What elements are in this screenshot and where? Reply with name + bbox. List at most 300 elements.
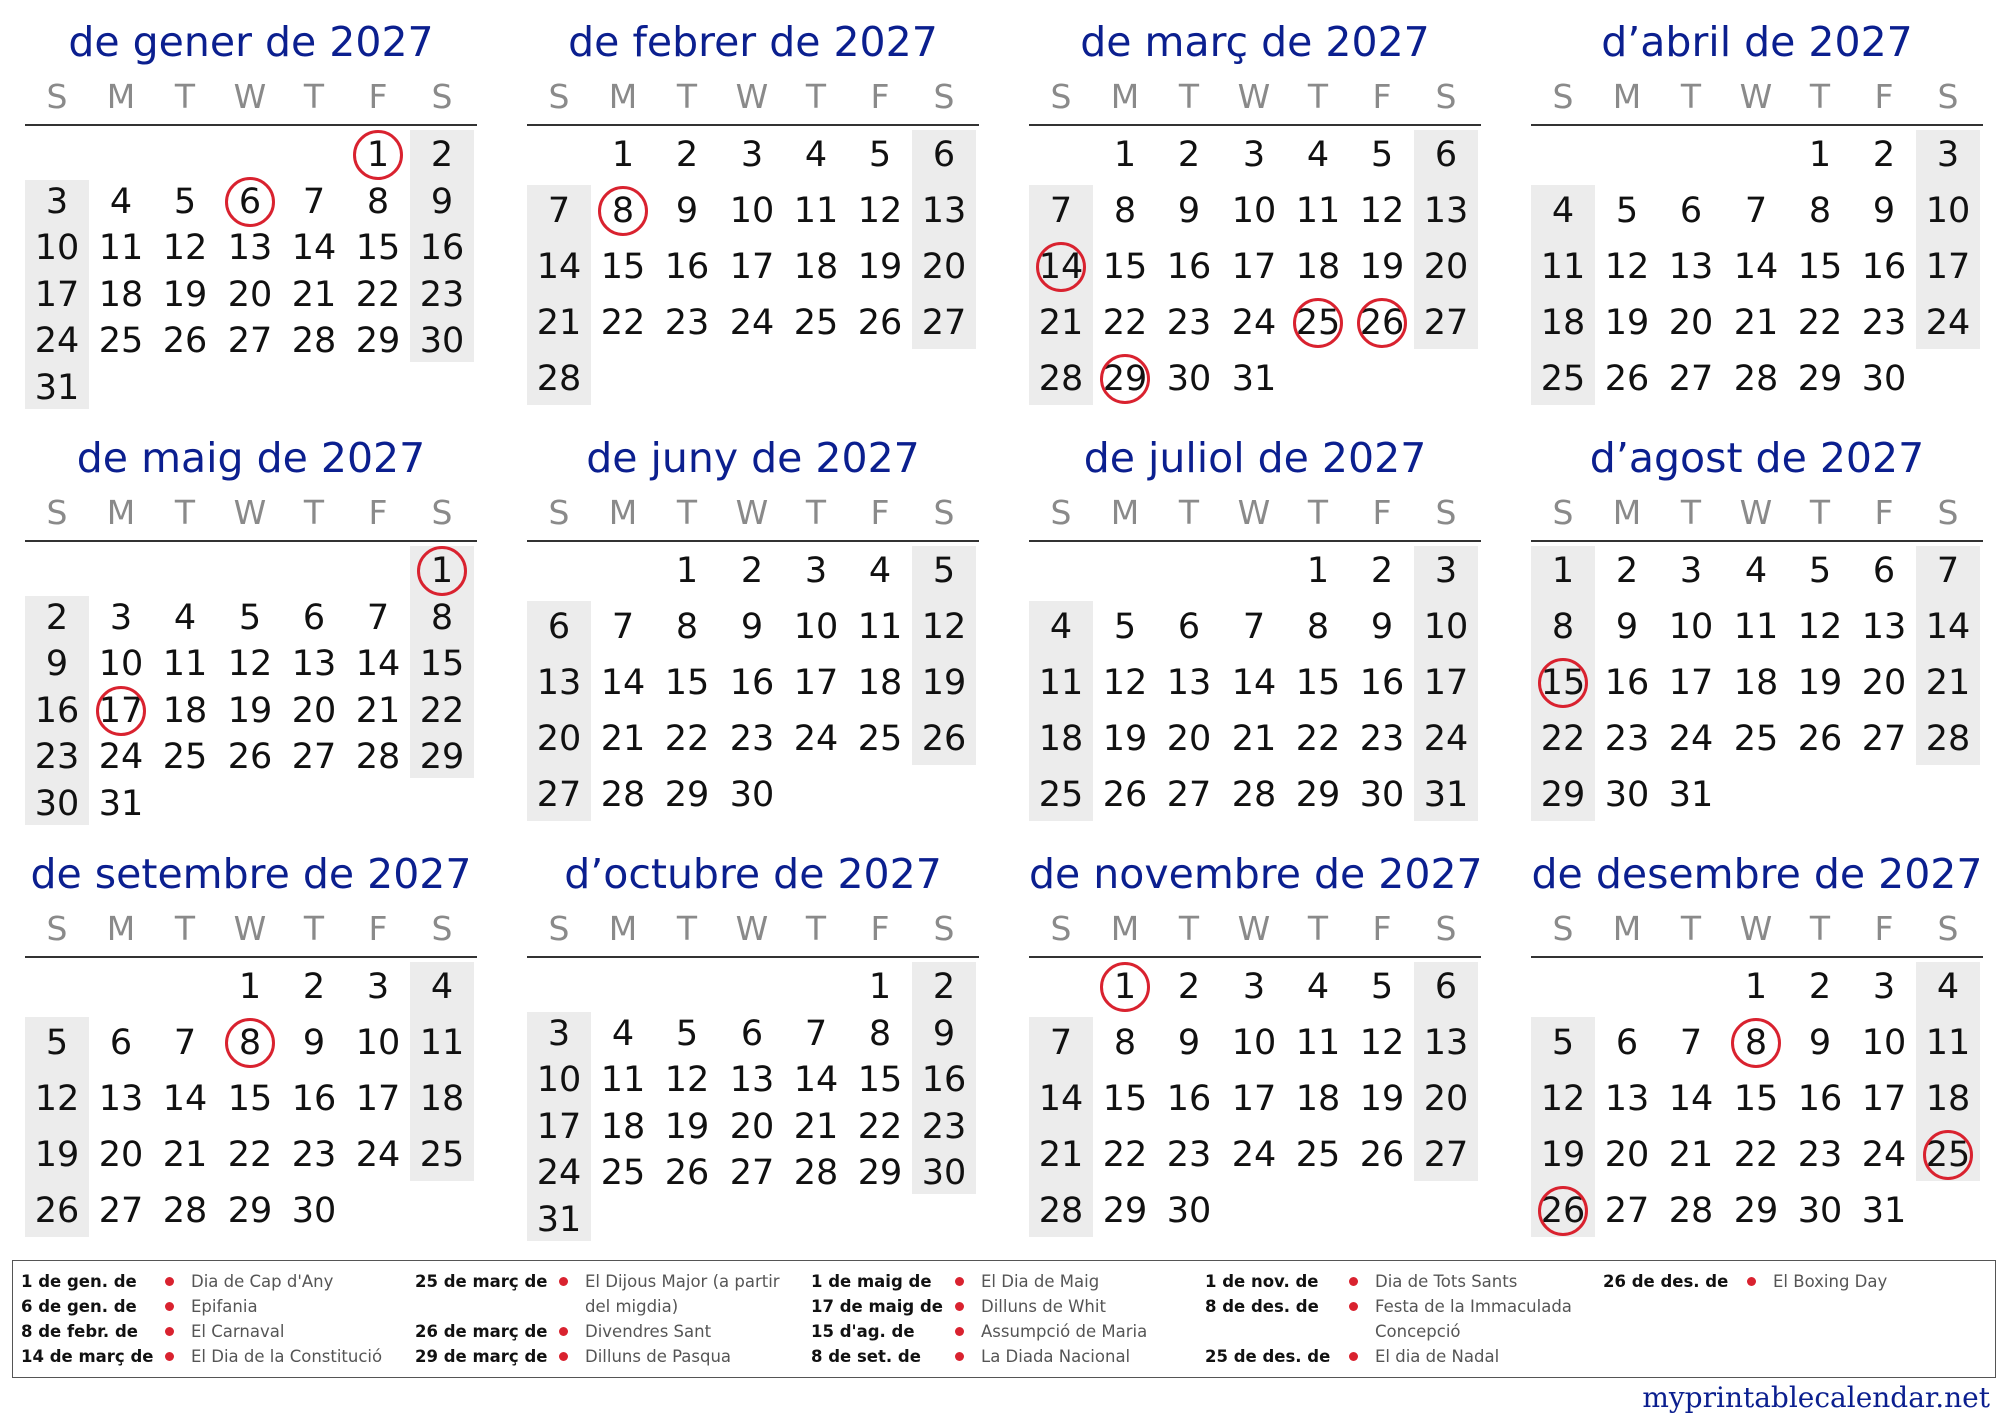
day-cell[interactable]: 22 — [600, 303, 646, 343]
day-cell[interactable]: 18 — [162, 690, 208, 731]
day-cell[interactable]: 23 — [729, 719, 775, 759]
day-cell[interactable]: 26 — [1797, 719, 1843, 759]
day-cell[interactable]: 19 — [921, 663, 967, 703]
day-cell[interactable]: 29 — [1102, 359, 1148, 399]
day-cell[interactable]: 28 — [1038, 359, 1084, 399]
day-cell[interactable]: 9 — [1177, 191, 1201, 231]
day-cell[interactable]: 12 — [34, 1079, 80, 1119]
day-cell[interactable]: 11 — [1925, 1023, 1971, 1063]
day-cell[interactable]: 20 — [536, 719, 582, 759]
day-cell[interactable]: 23 — [1166, 1135, 1212, 1175]
day-cell[interactable]: 10 — [34, 228, 80, 268]
day-cell[interactable]: 19 — [162, 274, 208, 315]
day-cell[interactable]: 3 — [1242, 967, 1266, 1007]
day-cell[interactable]: 13 — [1423, 191, 1469, 231]
day-cell[interactable]: 20 — [1604, 1135, 1650, 1175]
day-cell[interactable]: 26 — [664, 1153, 710, 1193]
day-cell[interactable]: 11 — [1295, 1023, 1341, 1063]
day-cell[interactable]: 7 — [1049, 191, 1073, 231]
day-cell[interactable]: 16 — [1604, 663, 1650, 703]
day-cell[interactable]: 14 — [1038, 1079, 1084, 1119]
day-cell[interactable]: 24 — [1231, 303, 1277, 343]
day-cell[interactable]: 7 — [611, 607, 635, 647]
day-cell[interactable]: 31 — [1861, 1191, 1907, 1231]
day-cell[interactable]: 10 — [536, 1060, 582, 1100]
day-cell[interactable]: 18 — [1733, 663, 1779, 703]
day-cell[interactable]: 27 — [1604, 1191, 1650, 1231]
day-cell[interactable]: 6 — [1434, 967, 1458, 1007]
day-cell[interactable]: 3 — [804, 551, 828, 591]
day-cell[interactable]: 12 — [1359, 1023, 1405, 1063]
day-cell[interactable]: 8 — [1744, 1023, 1768, 1063]
day-cell[interactable]: 15 — [664, 663, 710, 703]
day-cell[interactable]: 21 — [1733, 303, 1779, 343]
day-cell[interactable]: 12 — [921, 607, 967, 647]
day-cell[interactable]: 23 — [1604, 719, 1650, 759]
day-cell[interactable]: 28 — [1231, 775, 1277, 815]
day-cell[interactable]: 10 — [1231, 191, 1277, 231]
day-cell[interactable]: 17 — [1668, 663, 1714, 703]
day-cell[interactable]: 16 — [1166, 247, 1212, 287]
day-cell[interactable]: 31 — [536, 1199, 582, 1240]
day-cell[interactable]: 19 — [664, 1106, 710, 1147]
day-cell[interactable]: 28 — [291, 321, 337, 361]
day-cell[interactable]: 20 — [1423, 1079, 1469, 1119]
day-cell[interactable]: 21 — [1231, 719, 1277, 759]
day-cell[interactable]: 14 — [793, 1060, 839, 1100]
day-cell[interactable]: 3 — [366, 967, 390, 1007]
day-cell[interactable]: 20 — [1423, 247, 1469, 287]
day-cell[interactable]: 3 — [1679, 551, 1703, 591]
day-cell[interactable]: 26 — [857, 303, 903, 343]
site-name[interactable]: myprintablecalendar.net — [1642, 1381, 1990, 1414]
day-cell[interactable]: 18 — [793, 247, 839, 287]
day-cell[interactable]: 24 — [1668, 719, 1714, 759]
day-cell[interactable]: 8 — [366, 181, 390, 222]
day-cell[interactable]: 2 — [932, 967, 956, 1007]
day-cell[interactable]: 2 — [45, 597, 69, 638]
day-cell[interactable]: 11 — [1733, 607, 1779, 647]
day-cell[interactable]: 12 — [227, 644, 273, 684]
day-cell[interactable]: 22 — [857, 1106, 903, 1147]
day-cell[interactable]: 30 — [1604, 775, 1650, 815]
day-cell[interactable]: 11 — [98, 228, 144, 268]
day-cell[interactable]: 15 — [1540, 663, 1586, 703]
day-cell[interactable]: 24 — [34, 321, 80, 361]
day-cell[interactable]: 20 — [729, 1106, 775, 1147]
day-cell[interactable]: 22 — [355, 274, 401, 315]
day-cell[interactable]: 1 — [1306, 551, 1330, 591]
day-cell[interactable]: 31 — [98, 783, 144, 824]
day-cell[interactable]: 2 — [1370, 551, 1394, 591]
day-cell[interactable]: 11 — [600, 1060, 646, 1100]
day-cell[interactable]: 31 — [34, 367, 80, 408]
day-cell[interactable]: 10 — [1423, 607, 1469, 647]
day-cell[interactable]: 20 — [98, 1135, 144, 1175]
day-cell[interactable]: 21 — [793, 1106, 839, 1147]
day-cell[interactable]: 10 — [1668, 607, 1714, 647]
day-cell[interactable]: 9 — [1808, 1023, 1832, 1063]
day-cell[interactable]: 5 — [1370, 135, 1394, 175]
day-cell[interactable]: 23 — [664, 303, 710, 343]
day-cell[interactable]: 25 — [1295, 1135, 1341, 1175]
day-cell[interactable]: 22 — [1102, 303, 1148, 343]
day-cell[interactable]: 2 — [1177, 967, 1201, 1007]
day-cell[interactable]: 4 — [804, 135, 828, 175]
day-cell[interactable]: 2 — [1808, 967, 1832, 1007]
day-cell[interactable]: 12 — [1359, 191, 1405, 231]
day-cell[interactable]: 11 — [1295, 191, 1341, 231]
day-cell[interactable]: 1 — [366, 135, 390, 175]
day-cell[interactable]: 5 — [932, 551, 956, 591]
day-cell[interactable]: 16 — [291, 1079, 337, 1119]
day-cell[interactable]: 8 — [1113, 1023, 1137, 1063]
day-cell[interactable]: 26 — [1359, 303, 1405, 343]
day-cell[interactable]: 12 — [857, 191, 903, 231]
day-cell[interactable]: 22 — [1797, 303, 1843, 343]
day-cell[interactable]: 3 — [1434, 551, 1458, 591]
day-cell[interactable]: 25 — [793, 303, 839, 343]
day-cell[interactable]: 30 — [1166, 1191, 1212, 1231]
day-cell[interactable]: 10 — [1861, 1023, 1907, 1063]
day-cell[interactable]: 15 — [1102, 1079, 1148, 1119]
day-cell[interactable]: 23 — [921, 1106, 967, 1147]
day-cell[interactable]: 4 — [1936, 967, 1960, 1007]
day-cell[interactable]: 26 — [1359, 1135, 1405, 1175]
day-cell[interactable]: 26 — [921, 719, 967, 759]
day-cell[interactable]: 19 — [1540, 1135, 1586, 1175]
day-cell[interactable]: 13 — [729, 1060, 775, 1100]
day-cell[interactable]: 1 — [1808, 135, 1832, 175]
day-cell[interactable]: 27 — [921, 303, 967, 343]
day-cell[interactable]: 10 — [793, 607, 839, 647]
day-cell[interactable]: 14 — [536, 247, 582, 287]
day-cell[interactable]: 16 — [419, 228, 465, 268]
day-cell[interactable]: 15 — [1733, 1079, 1779, 1119]
day-cell[interactable]: 20 — [1861, 663, 1907, 703]
day-cell[interactable]: 24 — [729, 303, 775, 343]
day-cell[interactable]: 1 — [675, 551, 699, 591]
day-cell[interactable]: 15 — [419, 644, 465, 684]
day-cell[interactable]: 7 — [1679, 1023, 1703, 1063]
day-cell[interactable]: 13 — [227, 228, 273, 268]
day-cell[interactable]: 1 — [1113, 135, 1137, 175]
day-cell[interactable]: 9 — [1615, 607, 1639, 647]
day-cell[interactable]: 3 — [740, 135, 764, 175]
day-cell[interactable]: 15 — [857, 1060, 903, 1100]
day-cell[interactable]: 17 — [1231, 1079, 1277, 1119]
day-cell[interactable]: 1 — [1744, 967, 1768, 1007]
day-cell[interactable]: 9 — [740, 607, 764, 647]
day-cell[interactable]: 22 — [1102, 1135, 1148, 1175]
day-cell[interactable]: 3 — [547, 1013, 571, 1054]
day-cell[interactable]: 16 — [1166, 1079, 1212, 1119]
day-cell[interactable]: 8 — [675, 607, 699, 647]
day-cell[interactable]: 5 — [1615, 191, 1639, 231]
day-cell[interactable]: 24 — [355, 1135, 401, 1175]
day-cell[interactable]: 26 — [162, 321, 208, 361]
day-cell[interactable]: 13 — [921, 191, 967, 231]
day-cell[interactable]: 18 — [1925, 1079, 1971, 1119]
day-cell[interactable]: 26 — [1604, 359, 1650, 399]
day-cell[interactable]: 18 — [98, 274, 144, 315]
day-cell[interactable]: 14 — [162, 1079, 208, 1119]
day-cell[interactable]: 23 — [1359, 719, 1405, 759]
day-cell[interactable]: 9 — [1370, 607, 1394, 647]
day-cell[interactable]: 5 — [1370, 967, 1394, 1007]
day-cell[interactable]: 4 — [1049, 607, 1073, 647]
day-cell[interactable]: 4 — [173, 597, 197, 638]
day-cell[interactable]: 21 — [1668, 1135, 1714, 1175]
day-cell[interactable]: 5 — [1808, 551, 1832, 591]
day-cell[interactable]: 7 — [804, 1013, 828, 1054]
day-cell[interactable]: 27 — [291, 737, 337, 777]
day-cell[interactable]: 13 — [1423, 1023, 1469, 1063]
day-cell[interactable]: 6 — [740, 1013, 764, 1054]
day-cell[interactable]: 3 — [45, 181, 69, 222]
day-cell[interactable]: 27 — [1861, 719, 1907, 759]
day-cell[interactable]: 10 — [1925, 191, 1971, 231]
day-cell[interactable]: 4 — [430, 967, 454, 1007]
day-cell[interactable]: 26 — [1102, 775, 1148, 815]
day-cell[interactable]: 17 — [34, 274, 80, 315]
day-cell[interactable]: 7 — [547, 191, 571, 231]
day-cell[interactable]: 14 — [1733, 247, 1779, 287]
day-cell[interactable]: 13 — [1668, 247, 1714, 287]
day-cell[interactable]: 29 — [1733, 1191, 1779, 1231]
day-cell[interactable]: 21 — [1038, 303, 1084, 343]
day-cell[interactable]: 24 — [98, 737, 144, 777]
day-cell[interactable]: 3 — [1936, 135, 1960, 175]
day-cell[interactable]: 28 — [162, 1191, 208, 1231]
day-cell[interactable]: 17 — [1925, 247, 1971, 287]
day-cell[interactable]: 21 — [162, 1135, 208, 1175]
day-cell[interactable]: 10 — [355, 1023, 401, 1063]
day-cell[interactable]: 10 — [729, 191, 775, 231]
day-cell[interactable]: 29 — [1102, 1191, 1148, 1231]
day-cell[interactable]: 3 — [109, 597, 133, 638]
day-cell[interactable]: 2 — [302, 967, 326, 1007]
day-cell[interactable]: 6 — [238, 181, 262, 222]
day-cell[interactable]: 12 — [1540, 1079, 1586, 1119]
day-cell[interactable]: 28 — [355, 737, 401, 777]
day-cell[interactable]: 21 — [536, 303, 582, 343]
day-cell[interactable]: 30 — [1861, 359, 1907, 399]
day-cell[interactable]: 22 — [664, 719, 710, 759]
day-cell[interactable]: 25 — [1540, 359, 1586, 399]
day-cell[interactable]: 27 — [98, 1191, 144, 1231]
day-cell[interactable]: 1 — [1551, 551, 1575, 591]
day-cell[interactable]: 20 — [227, 274, 273, 315]
day-cell[interactable]: 21 — [600, 719, 646, 759]
day-cell[interactable]: 9 — [430, 181, 454, 222]
day-cell[interactable]: 30 — [1166, 359, 1212, 399]
day-cell[interactable]: 4 — [868, 551, 892, 591]
day-cell[interactable]: 24 — [1861, 1135, 1907, 1175]
day-cell[interactable]: 23 — [419, 274, 465, 315]
day-cell[interactable]: 18 — [857, 663, 903, 703]
day-cell[interactable]: 11 — [419, 1023, 465, 1063]
day-cell[interactable]: 5 — [238, 597, 262, 638]
day-cell[interactable]: 5 — [868, 135, 892, 175]
day-cell[interactable]: 28 — [1733, 359, 1779, 399]
day-cell[interactable]: 22 — [227, 1135, 273, 1175]
day-cell[interactable]: 13 — [1861, 607, 1907, 647]
day-cell[interactable]: 1 — [611, 135, 635, 175]
day-cell[interactable]: 13 — [1166, 663, 1212, 703]
day-cell[interactable]: 8 — [1306, 607, 1330, 647]
day-cell[interactable]: 9 — [675, 191, 699, 231]
day-cell[interactable]: 18 — [1295, 247, 1341, 287]
day-cell[interactable]: 9 — [932, 1013, 956, 1054]
day-cell[interactable]: 15 — [1295, 663, 1341, 703]
day-cell[interactable]: 19 — [1102, 719, 1148, 759]
day-cell[interactable]: 19 — [34, 1135, 80, 1175]
day-cell[interactable]: 29 — [1295, 775, 1341, 815]
day-cell[interactable]: 11 — [857, 607, 903, 647]
day-cell[interactable]: 25 — [1295, 303, 1341, 343]
day-cell[interactable]: 14 — [1038, 247, 1084, 287]
day-cell[interactable]: 16 — [921, 1060, 967, 1100]
day-cell[interactable]: 14 — [1231, 663, 1277, 703]
day-cell[interactable]: 21 — [291, 274, 337, 315]
day-cell[interactable]: 12 — [1102, 663, 1148, 703]
day-cell[interactable]: 21 — [1038, 1135, 1084, 1175]
day-cell[interactable]: 11 — [793, 191, 839, 231]
day-cell[interactable]: 3 — [1242, 135, 1266, 175]
day-cell[interactable]: 3 — [1872, 967, 1896, 1007]
day-cell[interactable]: 8 — [1551, 607, 1575, 647]
day-cell[interactable]: 11 — [1038, 663, 1084, 703]
day-cell[interactable]: 8 — [611, 191, 635, 231]
day-cell[interactable]: 19 — [227, 690, 273, 731]
day-cell[interactable]: 27 — [1668, 359, 1714, 399]
day-cell[interactable]: 6 — [302, 597, 326, 638]
day-cell[interactable]: 6 — [1177, 607, 1201, 647]
day-cell[interactable]: 27 — [1423, 303, 1469, 343]
day-cell[interactable]: 24 — [1925, 303, 1971, 343]
day-cell[interactable]: 29 — [355, 321, 401, 361]
day-cell[interactable]: 13 — [98, 1079, 144, 1119]
day-cell[interactable]: 7 — [1936, 551, 1960, 591]
day-cell[interactable]: 8 — [238, 1023, 262, 1063]
day-cell[interactable]: 18 — [419, 1079, 465, 1119]
day-cell[interactable]: 27 — [1423, 1135, 1469, 1175]
day-cell[interactable]: 11 — [162, 644, 208, 684]
day-cell[interactable]: 23 — [1797, 1135, 1843, 1175]
day-cell[interactable]: 25 — [600, 1153, 646, 1193]
day-cell[interactable]: 24 — [1231, 1135, 1277, 1175]
day-cell[interactable]: 30 — [419, 321, 465, 361]
day-cell[interactable]: 1 — [430, 551, 454, 591]
day-cell[interactable]: 1 — [238, 967, 262, 1007]
day-cell[interactable]: 20 — [291, 690, 337, 731]
day-cell[interactable]: 14 — [600, 663, 646, 703]
day-cell[interactable]: 28 — [536, 359, 582, 399]
day-cell[interactable]: 18 — [1295, 1079, 1341, 1119]
day-cell[interactable]: 29 — [857, 1153, 903, 1193]
day-cell[interactable]: 9 — [302, 1023, 326, 1063]
day-cell[interactable]: 18 — [1540, 303, 1586, 343]
day-cell[interactable]: 15 — [227, 1079, 273, 1119]
day-cell[interactable]: 23 — [291, 1135, 337, 1175]
day-cell[interactable]: 30 — [729, 775, 775, 815]
day-cell[interactable]: 27 — [227, 321, 273, 361]
day-cell[interactable]: 30 — [34, 783, 80, 824]
day-cell[interactable]: 30 — [291, 1191, 337, 1231]
day-cell[interactable]: 6 — [932, 135, 956, 175]
day-cell[interactable]: 20 — [1166, 719, 1212, 759]
day-cell[interactable]: 14 — [1925, 607, 1971, 647]
day-cell[interactable]: 15 — [1797, 247, 1843, 287]
day-cell[interactable]: 6 — [1679, 191, 1703, 231]
day-cell[interactable]: 6 — [547, 607, 571, 647]
day-cell[interactable]: 29 — [227, 1191, 273, 1231]
day-cell[interactable]: 2 — [675, 135, 699, 175]
day-cell[interactable]: 22 — [419, 690, 465, 731]
day-cell[interactable]: 1 — [1113, 967, 1137, 1007]
day-cell[interactable]: 12 — [1604, 247, 1650, 287]
day-cell[interactable]: 8 — [1808, 191, 1832, 231]
day-cell[interactable]: 12 — [1797, 607, 1843, 647]
day-cell[interactable]: 9 — [45, 644, 69, 684]
day-cell[interactable]: 18 — [600, 1106, 646, 1147]
day-cell[interactable]: 25 — [1733, 719, 1779, 759]
day-cell[interactable]: 13 — [536, 663, 582, 703]
day-cell[interactable]: 27 — [536, 775, 582, 815]
day-cell[interactable]: 22 — [1540, 719, 1586, 759]
day-cell[interactable]: 14 — [1668, 1079, 1714, 1119]
day-cell[interactable]: 23 — [34, 737, 80, 777]
day-cell[interactable]: 6 — [1434, 135, 1458, 175]
day-cell[interactable]: 2 — [1177, 135, 1201, 175]
day-cell[interactable]: 16 — [1359, 663, 1405, 703]
day-cell[interactable]: 24 — [1423, 719, 1469, 759]
day-cell[interactable]: 10 — [1231, 1023, 1277, 1063]
day-cell[interactable]: 9 — [1177, 1023, 1201, 1063]
day-cell[interactable]: 25 — [1038, 775, 1084, 815]
day-cell[interactable]: 16 — [664, 247, 710, 287]
day-cell[interactable]: 22 — [1295, 719, 1341, 759]
day-cell[interactable]: 25 — [1925, 1135, 1971, 1175]
day-cell[interactable]: 5 — [1113, 607, 1137, 647]
day-cell[interactable]: 17 — [729, 247, 775, 287]
day-cell[interactable]: 23 — [1861, 303, 1907, 343]
day-cell[interactable]: 17 — [1231, 247, 1277, 287]
day-cell[interactable]: 25 — [419, 1135, 465, 1175]
day-cell[interactable]: 18 — [1038, 719, 1084, 759]
day-cell[interactable]: 31 — [1423, 775, 1469, 815]
day-cell[interactable]: 2 — [1615, 551, 1639, 591]
day-cell[interactable]: 17 — [355, 1079, 401, 1119]
day-cell[interactable]: 5 — [675, 1013, 699, 1054]
day-cell[interactable]: 7 — [1242, 607, 1266, 647]
day-cell[interactable]: 29 — [419, 737, 465, 777]
day-cell[interactable]: 21 — [1925, 663, 1971, 703]
day-cell[interactable]: 5 — [45, 1023, 69, 1063]
day-cell[interactable]: 27 — [729, 1153, 775, 1193]
day-cell[interactable]: 8 — [868, 1013, 892, 1054]
day-cell[interactable]: 1 — [868, 967, 892, 1007]
day-cell[interactable]: 2 — [1872, 135, 1896, 175]
day-cell[interactable]: 21 — [355, 690, 401, 731]
day-cell[interactable]: 8 — [430, 597, 454, 638]
day-cell[interactable]: 4 — [1551, 191, 1575, 231]
day-cell[interactable]: 31 — [1231, 359, 1277, 399]
day-cell[interactable]: 7 — [1049, 1023, 1073, 1063]
day-cell[interactable]: 26 — [227, 737, 273, 777]
day-cell[interactable]: 28 — [1668, 1191, 1714, 1231]
